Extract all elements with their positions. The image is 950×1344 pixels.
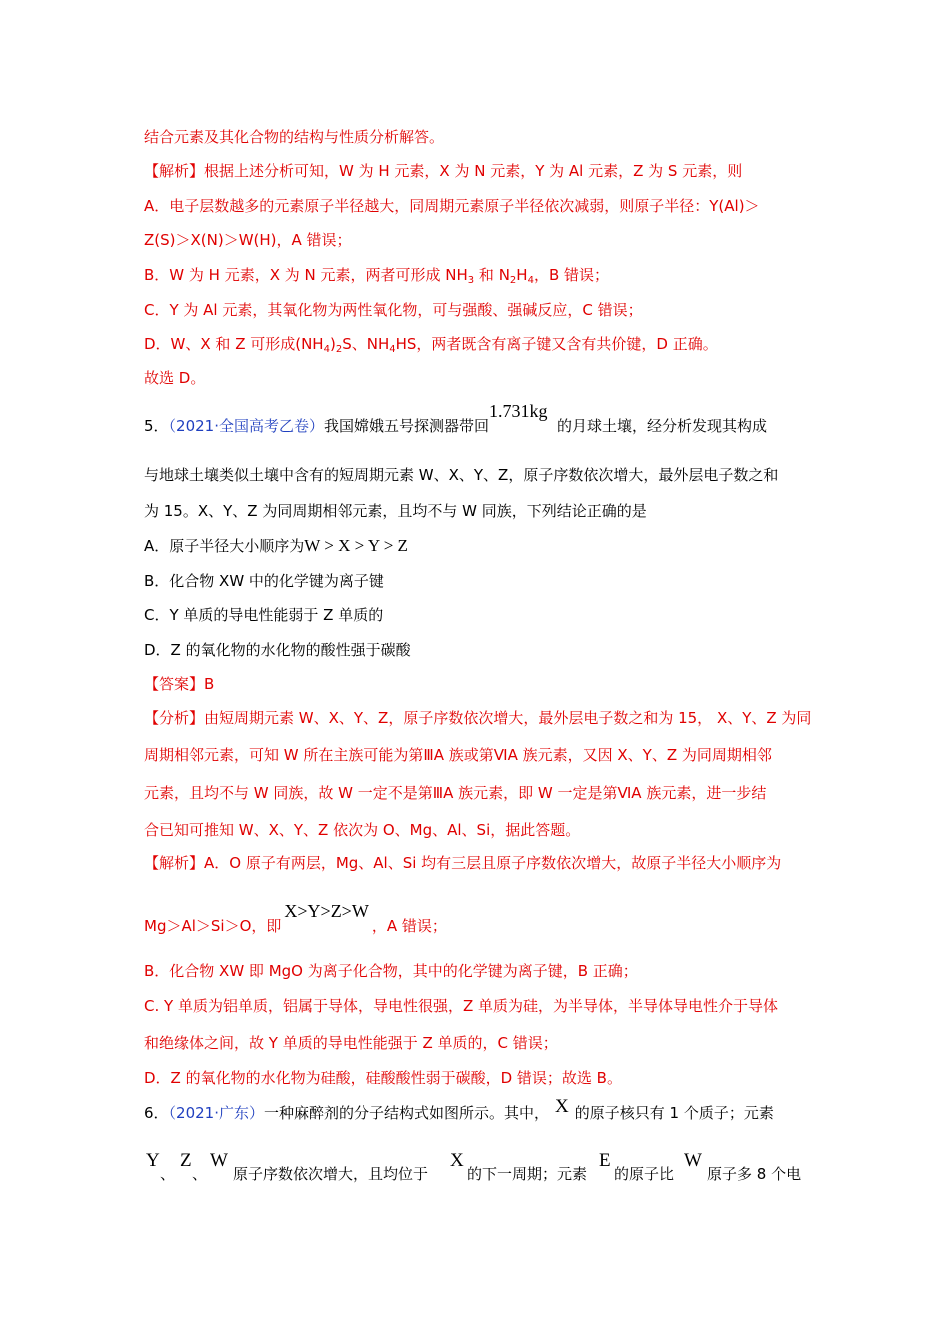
q5-source: （2021·全国高考乙卷） <box>168 417 324 435</box>
q5-explain-line-5: 和绝缘体之间，故 Y 单质的导电性能强于 Z 单质的，C 错误； <box>144 1034 558 1052</box>
prev-line-2: 【解析】根据上述分析可知，W 为 H 元素，X 为 N 元素，Y 为 Al 元素，Z 为 S 元素，则 <box>144 162 743 180</box>
q5-explain-line-2: Mg＞Al＞Si＞O，即X>Y>Z>W，A 错误； <box>144 901 447 935</box>
prev-line-8: 故选 D。 <box>144 369 206 387</box>
q5-option-a: A．原子半径大小顺序为W > X > Y > Z <box>144 536 408 555</box>
q5-explain-line-4: C. Y 单质为铝单质，铝属于导体，导电性很强，Z 单质为硅，为半导体，半导体导电性介于导体 <box>144 997 778 1015</box>
q5-explain-line-1: 【解析】A．O 原子有两层，Mg、Al、Si 均有三层且原子序数依次增大，故原子半径大小顺序为 <box>144 854 782 872</box>
q5-explain-math: X>Y>Z>W <box>284 901 369 921</box>
q5-mass: 1.731kg <box>489 401 548 421</box>
prev-line-3: A．电子层数越多的元素原子半径越大，同周期元素原子半径依次减弱，则原子半径：Y(Al)＞ <box>144 197 760 215</box>
prev-line-6: C．Y 为 Al 元素，其氧化物为两性氧化物，可与强酸、强碱反应，C 错误； <box>144 301 643 319</box>
q5-stem-line-3: 为 15。X、Y、Z 为同周期相邻元素，且均不与 W 同族，下列结论正确的是 <box>144 502 647 520</box>
q5-stem-line-2: 与地球土壤类似土壤中含有的短周期元素 W、X、Y、Z，原子序数依次增大，最外层电子数之和 <box>144 466 779 484</box>
prev-line-4: Z(S)＞X(N)＞W(H)，A 错误； <box>144 231 352 249</box>
q5-explain-line-6: D．Z 的氧化物的水化物为硅酸，硅酸酸性弱于碳酸，D 错误；故选 B。 <box>144 1069 622 1087</box>
q5-option-d: D．Z 的氧化物的水化物的酸性强于碳酸 <box>144 641 411 659</box>
q5-explain-line-3: B．化合物 XW 即 MgO 为离子化合物，其中的化学键为离子键，B 正确； <box>144 962 638 980</box>
q5-analysis-line-2: 周期相邻元素，可知 W 所在主族可能为第ⅢA 族或第ⅥA 族元素，又因 X、Y、Z 为同周期相邻 <box>144 746 772 764</box>
q5-number: 5． <box>144 417 169 435</box>
q5-stem-line-1: 5．（2021·全国高考乙卷）我国嫦娥五号探测器带回1.731kg的月球土壤，经分析发现其构成 <box>144 401 768 435</box>
q5-answer: 【答案】B <box>144 675 215 693</box>
q6-stem-line-1: 6．（2021·广东）一种麻醉剂的分子结构式如图所示。其中， X 的原子核只有 1 个质子；元素 <box>144 1096 774 1122</box>
q5-analysis-line-3: 元素，且均不与 W 同族，故 W 一定不是第ⅢA 族元素，即 W 一定是第ⅥA 族元素，进一步结 <box>144 784 767 802</box>
prev-line-5: B．W 为 H 元素，X 为 N 元素，两者可形成 $NH_3$ 和 $N_2H_4$，B 错误； <box>144 266 610 286</box>
q5-option-c: C．Y 单质的导电性能弱于 Z 单质的 <box>144 606 384 624</box>
prev-line-7: D．W、X 和 Z 可形成$(NH_4)_2S$、$NH_4HS$，两者既含有离子键又含有共价键，D 正确。 <box>144 335 718 355</box>
q5-option-a-math: W > X > Y > Z <box>304 536 408 555</box>
prev-line-1: 结合元素及其化合物的结构与性质分析解答。 <box>144 128 445 146</box>
q6-number: 6． <box>144 1104 169 1122</box>
q5-analysis-line-4: 合已知可推知 W、X、Y、Z 依次为 O、Mg、Al、Si，据此答题。 <box>144 821 581 839</box>
q6-source: （2021·广东） <box>168 1104 264 1122</box>
q5-analysis-line-1: 【分析】由短周期元素 W、X、Y、Z，原子序数依次增大，最外层电子数之和为 15， X、Y、Z 为同 <box>144 709 812 727</box>
q5-option-b: B．化合物 XW 中的化学键为离子键 <box>144 572 384 590</box>
